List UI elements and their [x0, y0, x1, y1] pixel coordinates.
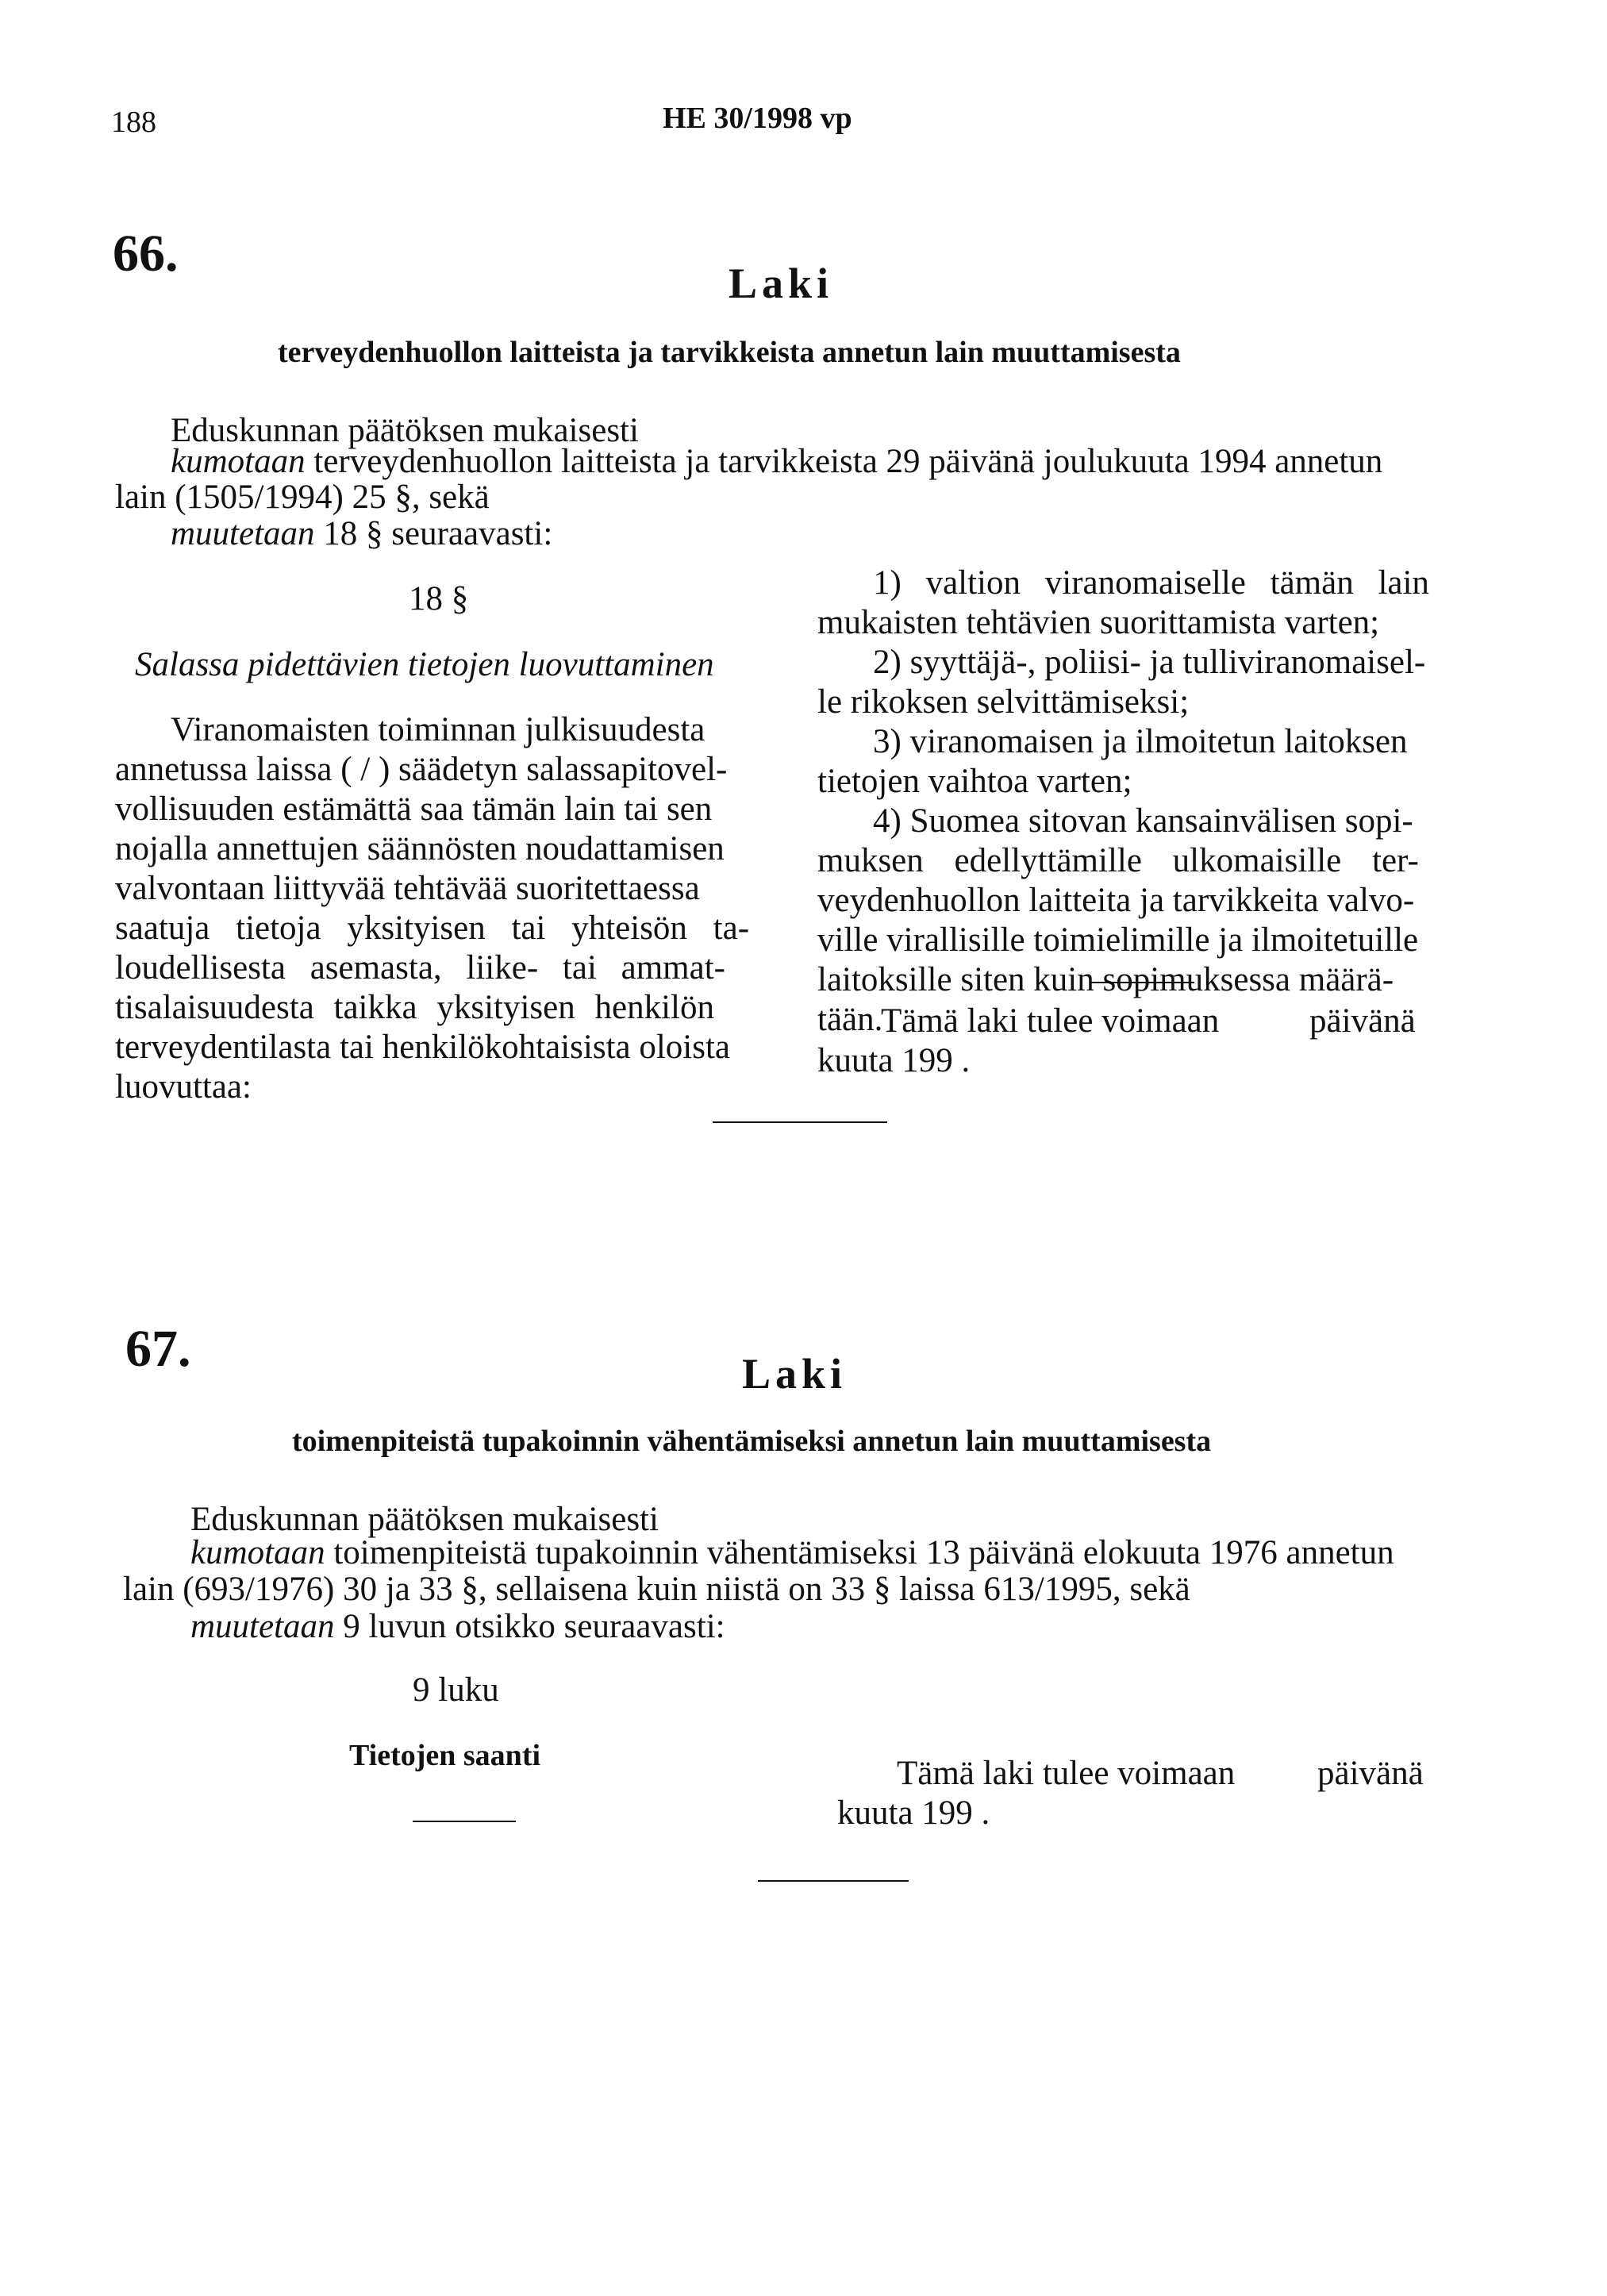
- entry-into-force-67: Tämä laki tulee voimaan: [897, 1755, 1236, 1792]
- right-line: muksen edellyttämille ulkomaisille ter-: [817, 842, 1419, 879]
- repeal-line2-66: lain (1505/1994) 25 §, sekä: [115, 479, 490, 516]
- left-line: annetussa laissa ( / ) säädetyn salassapitovel-: [115, 751, 728, 788]
- repeal-keyword-66: kumotaan: [171, 443, 306, 480]
- law-end-rule-67: [758, 1880, 909, 1882]
- section-heading-66: Salassa pidettävien tietojen luovuttaminen: [135, 646, 714, 683]
- right-line: 3) viranomaisen ja ilmoitetun laitoksen: [873, 723, 1408, 760]
- amend-line-66: [171, 514, 552, 554]
- right-line: laitoksille siten kuin sopimuksessa määrä-: [817, 961, 1394, 998]
- amend-text-67: 9 luvun otsikko seuraavasti:: [343, 1608, 725, 1645]
- right-line: 1) valtion viranomaiselle tämän lain: [873, 564, 1429, 602]
- left-line: vollisuuden estämättä saa tämän lain tai sen: [115, 790, 713, 828]
- intro-67: Eduskunnan päätöksen mukaisesti: [190, 1501, 659, 1538]
- right-line: 2) syyttäjä-, poliisi- ja tulliviranomaisel-: [873, 644, 1426, 681]
- amend-text-66: 18 § seuraavasti:: [323, 515, 553, 552]
- repeal-keyword-67: kumotaan: [190, 1534, 325, 1571]
- law-title-67: Laki: [742, 1350, 848, 1398]
- right-line: tään.: [817, 1001, 883, 1038]
- left-line: tisalaisuudesta taikka yksityisen henkilön: [115, 989, 714, 1026]
- left-line: terveydentilasta tai henkilökohtaisista oloista: [115, 1029, 731, 1066]
- repeal-line-67: [190, 1533, 1394, 1573]
- repeal-line2-67: lain (693/1976) 30 ja 33 §, sellaisena kuin niistä on 33 § laissa 613/1995, sekä: [123, 1571, 1190, 1608]
- repeal-line-66: [171, 442, 1382, 482]
- right-line: le rikoksen selvittämiseksi;: [817, 683, 1190, 721]
- law-number-67: 67.: [125, 1320, 191, 1378]
- amend-keyword-67: muutetaan: [190, 1608, 335, 1645]
- right-line: 4) Suomea sitovan kansainvälisen sopi-: [873, 802, 1413, 840]
- page-number: 188: [111, 106, 156, 139]
- entry-day-66: päivänä: [1309, 1002, 1416, 1040]
- law-title-66: Laki: [729, 260, 834, 307]
- right-line: tietojen vaihtoa varten;: [817, 763, 1132, 800]
- left-line: saatuja tietoja yksityisen tai yhteisön ta-: [115, 910, 750, 947]
- law-end-rule-66: [713, 1121, 887, 1123]
- left-line: nojalla annettujen säännösten noudattamisen: [115, 830, 725, 867]
- law-subtitle-67: toimenpiteistä tupakoinnin vähentämiseksi annetun lain muuttamisesta: [292, 1425, 1212, 1458]
- repeal-text-67: toimenpiteistä tupakoinnin vähentämiseksi 13 päivänä elokuuta 1976 annetun: [333, 1534, 1394, 1571]
- left-line: Viranomaisten toiminnan julkisuudesta: [171, 711, 705, 748]
- document-id: HE 30/1998 vp: [663, 102, 852, 135]
- intro-66: Eduskunnan päätöksen mukaisesti: [171, 412, 639, 449]
- entry-month-67: kuuta 199 .: [837, 1794, 990, 1832]
- law-number-66: 66.: [113, 225, 179, 283]
- column-separator-rule-66: [1091, 982, 1194, 983]
- chapter-heading-67: Tietojen saanti: [349, 1739, 541, 1772]
- entry-day-67: päivänä: [1317, 1755, 1424, 1792]
- amend-line-67: [190, 1607, 725, 1647]
- right-line: mukaisten tehtävien suorittamista varten;: [817, 604, 1380, 641]
- left-line: valvontaan liittyvää tehtävää suoritettaessa: [115, 870, 700, 907]
- entry-into-force-66: Tämä laki tulee voimaan: [881, 1002, 1220, 1040]
- chapter-rule-67: [413, 1821, 516, 1822]
- law66-left-column: [115, 710, 774, 1107]
- repeal-text-66: terveydenhuollon laitteista ja tarvikkeista 29 päivänä joulukuuta 1994 annetun: [313, 443, 1383, 480]
- amend-keyword-66: muutetaan: [171, 515, 315, 552]
- left-line: loudellisesta asemasta, liike- tai ammat-: [115, 949, 725, 986]
- chapter-67: 9 luku: [413, 1671, 499, 1709]
- section-number-66: 18 §: [409, 580, 469, 617]
- left-line: luovuttaa:: [115, 1068, 252, 1106]
- right-line: veydenhuollon laitteita ja tarvikkeita valvo-: [817, 882, 1415, 919]
- right-line: ville virallisille toimielimille ja ilmoitetuille: [817, 921, 1419, 959]
- law66-right-column: [817, 563, 1468, 1040]
- law-subtitle-66: terveydenhuollon laitteista ja tarvikkeista annetun lain muuttamisesta: [278, 336, 1181, 369]
- entry-month-66: kuuta 199 .: [817, 1042, 971, 1079]
